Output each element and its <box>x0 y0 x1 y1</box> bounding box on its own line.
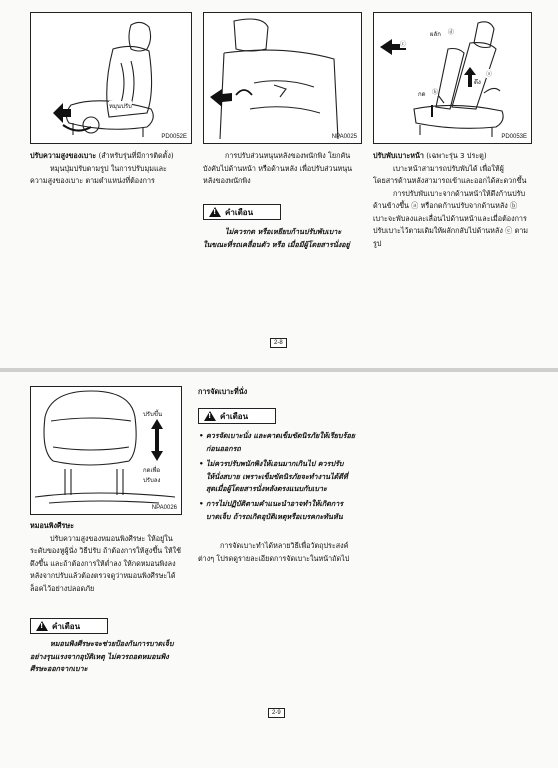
warning-label: คำเตือน <box>225 207 254 217</box>
mark-c: ⓒ <box>400 41 407 48</box>
warning-icon: ! <box>204 411 216 421</box>
lumbar-illustration <box>204 13 361 143</box>
section-seat-height <box>30 150 200 188</box>
mark-b: ⓑ <box>432 89 439 96</box>
body-line: ต่างๆ โปรดดูรายละเอียดการจัดเบาะในหน้าถัดไป <box>198 553 350 563</box>
figure-code: NPA0025 <box>331 134 357 140</box>
body-line: ปรับเบาะไว้ตามเดิมให้ผลักกลับไปด้านหลัง ⓒ ตาม <box>373 226 529 235</box>
section-headrest <box>30 520 195 595</box>
body-line: ระดับของหูผู้นั่ง วิธีปรับ ถ้าต้องการให้สูงขึ้น ให้ใช้ <box>30 546 182 555</box>
warning-icon: ! <box>36 621 48 631</box>
page-number: 2-9 <box>268 708 285 718</box>
warning-bullet <box>206 458 386 496</box>
figure-label-push: ผลัก <box>430 31 441 38</box>
figure-label-press: กด <box>418 91 426 98</box>
section-lumbar <box>203 150 365 188</box>
figure-seat-height <box>30 12 192 144</box>
body-line: ล็อคไว้อย่างปลอดภัย <box>30 583 95 593</box>
figure-label-pull: ดึง <box>474 79 481 86</box>
warning-header <box>30 618 108 634</box>
label-press-to: กดเพื่อ <box>143 467 161 474</box>
body-line: การจัดเบาะทำได้หลายวิธีเพื่อวัตถุประสงค์ <box>220 541 349 550</box>
figure-headrest <box>30 386 182 515</box>
section-title-note: (เฉพาะรุ่น 3 ประตู) <box>426 151 487 160</box>
page-bottom <box>0 372 558 768</box>
warning-bullet <box>206 430 386 455</box>
body-line: เบาะจะพับลงและเลื่อนไปด้านหน้าและเมื่อต้องการ <box>373 213 527 223</box>
warning-line: ไม่ควรกด หรือเหยียบก้านปรับพับเบาะ <box>225 227 342 236</box>
headrest-illustration <box>31 387 181 514</box>
body-line: โดยสารด้านหลังสามารถเข้าและออกได้สะดวกขึ้น <box>373 176 527 185</box>
warning-line: บาดเจ็บ ถ้ารถเกิดอุบัติเหตุหรือเบรคกะทันหัน <box>206 511 343 521</box>
warning-line: สุดเมื่อผู้โดยสารนั่งหลังตรงแนบกับเบาะ <box>206 484 327 493</box>
warning-line: หมอนพิงศีรษะจะช่วยป้องกันการบาดเจ็บ <box>50 639 174 648</box>
body-line: เบาะหน้าสามารถปรับพับได้ เพื่อให้ผู้ <box>393 163 504 173</box>
warning-text <box>203 226 365 251</box>
section-title: ปรับพับเบาะหน้า <box>373 151 424 160</box>
warning-text <box>30 638 195 676</box>
warning-icon: ! <box>209 207 221 217</box>
body-line: บังคับไปด้านหน้า หรือด้านหลัง เพื่อปรับส่วนหนุน <box>203 163 353 173</box>
figure-label-turn-adjust: หมุนปรับ <box>109 103 132 110</box>
seat-height-illustration <box>31 13 191 143</box>
body-line: การปรับส่วนหนุนหลังของพนักพิง โยกคัน <box>225 151 351 160</box>
section-title-note: (สำหรับรุ่นที่มีการติดตั้ง) <box>98 151 174 160</box>
section-title: หมอนพิงศีรษะ <box>30 521 74 530</box>
figure-seat-fold <box>373 12 532 144</box>
body-line: ด้านข้างขึ้น ⓐ หรือกดก้านปรับจากด้านหลัง ⓑ <box>373 201 518 210</box>
figure-code: NPA0026 <box>151 505 177 511</box>
section-title: การจัดเบาะที่นั่ง <box>198 387 248 396</box>
body-line: การปรับพับเบาะจากด้านหน้าให้ดึงก้านปรับ <box>393 188 526 198</box>
warning-line: อย่างรุนแรงจากอุบัติเหตุ ไม่ควรถอดหมอนพิง <box>30 651 169 661</box>
body-line: หลังจากปรับแล้วต้องตรวจดูว่าหมอนพิงศีรษะได้ <box>30 571 176 580</box>
section-seat-fold <box>373 150 535 250</box>
body-line: ดึงขึ้น และถ้าต้องการให้ต่ำลง ให้กดหมอนพิงลง <box>30 558 176 568</box>
warning-line: ในขณะที่รถเคลื่อนตัว หรือ เมื่อมีผู้โดยสารนั่งอยู่ <box>203 239 350 249</box>
page-top <box>0 0 558 368</box>
section-seat-arrangement-title <box>198 386 398 399</box>
body-line: ความสูงของเบาะ ตามตำแหน่งที่ต้องการ <box>30 176 155 185</box>
label-adjust-down: ปรับลง <box>143 477 161 484</box>
body-line: ปรับความสูงของหมอนพิงศีรษะ ให้อยู่ใน <box>50 533 173 543</box>
warning-header <box>203 204 281 220</box>
warning-line: ก่อนออกรถ <box>206 443 241 453</box>
body-line: หมุนปุ่มปรับตามรูป ในการปรับมุมและ <box>50 163 167 173</box>
warning-line: • ไม่ควรปรับพนักพิงให้เอนมากเกินไป ควรปรับ <box>206 459 344 468</box>
warning-line: ศีรษะออกจากเบาะ <box>30 664 88 673</box>
body-line: หลังของพนักพิง <box>203 176 251 185</box>
mark-d: ⓓ <box>448 29 455 36</box>
figure-lumbar-support <box>203 12 362 144</box>
warning-line: • การไม่ปฏิบัติตามคำแนะนำอาจทำให้เกิดการ <box>206 499 344 508</box>
figure-code: PD0052E <box>161 134 187 140</box>
warning-label: คำเตือน <box>220 411 249 421</box>
section-title: ปรับความสูงของเบาะ <box>30 151 97 160</box>
warning-header <box>198 408 276 424</box>
warning-label: คำเตือน <box>52 621 81 631</box>
warning-line: • ควรจัดเบาะนั่ง และคาดเข็มขัดนิรภัยให้เรียบร้อย <box>206 431 355 440</box>
figure-code: PD0053E <box>501 134 527 140</box>
page-number: 2-8 <box>270 338 287 348</box>
warning-line: ให้นั่งสบาย เพราะเข็มขัดนิรภัยจะทำงานได้ดีที่ <box>206 471 348 481</box>
body-line: รูป <box>373 238 382 248</box>
warning-bullet <box>206 498 386 523</box>
mark-a: ⓐ <box>486 71 493 78</box>
section-seat-arrangement-body <box>198 540 398 565</box>
label-adjust-up: ปรับขึ้น <box>143 411 163 418</box>
